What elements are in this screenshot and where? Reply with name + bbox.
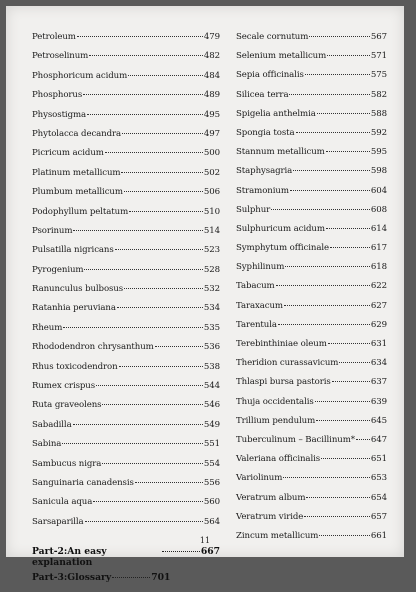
toc-entry bbox=[32, 420, 220, 439]
toc-entry bbox=[32, 478, 220, 497]
remedy-name: Secale cornutum bbox=[236, 32, 309, 42]
page-ref: 653 bbox=[370, 473, 387, 484]
dot-leader bbox=[316, 420, 370, 421]
remedy-name: Petroselinum bbox=[32, 51, 89, 62]
page-ref: 497 bbox=[203, 128, 220, 139]
dot-leader bbox=[96, 385, 203, 386]
page-ref: 502 bbox=[203, 167, 220, 178]
page-ref: 592 bbox=[370, 127, 387, 138]
page-ref: 510 bbox=[203, 206, 220, 217]
toc-entry bbox=[236, 416, 387, 435]
toc-entry bbox=[236, 32, 387, 51]
remedy-name: Pyrogenium bbox=[32, 264, 84, 275]
remedy-name: Phytolacca decandra bbox=[32, 128, 122, 139]
toc-entry bbox=[236, 109, 387, 128]
remedy-name: Veratrum album bbox=[236, 492, 306, 503]
toc-part-entry bbox=[32, 572, 220, 592]
toc-entry bbox=[236, 320, 387, 339]
page-ref: 554 bbox=[203, 458, 220, 469]
dot-leader bbox=[121, 172, 202, 173]
remedy-name: Zincum metallicum bbox=[236, 530, 319, 541]
page-ref: 657 bbox=[370, 511, 387, 522]
page-ref: 551 bbox=[203, 439, 220, 450]
dot-leader bbox=[326, 151, 370, 152]
dot-leader bbox=[93, 501, 203, 502]
page-ref: 622 bbox=[370, 281, 387, 292]
page-ref: 549 bbox=[203, 419, 220, 430]
toc-entry bbox=[32, 110, 220, 129]
toc-entry bbox=[236, 358, 387, 377]
page-ref: 564 bbox=[203, 516, 220, 527]
remedy-name: Spongia tosta bbox=[236, 127, 295, 138]
dot-leader bbox=[317, 113, 370, 114]
toc-entry bbox=[236, 435, 387, 454]
toc-entry bbox=[32, 71, 220, 90]
dot-leader bbox=[77, 36, 203, 37]
remedy-name: Phosphoricum acidum bbox=[32, 70, 128, 81]
page-ref: 538 bbox=[203, 361, 220, 372]
dot-leader bbox=[102, 404, 202, 405]
dot-leader bbox=[122, 133, 203, 134]
remedy-name: Symphytum officinale bbox=[236, 243, 329, 254]
toc-entry bbox=[236, 147, 387, 166]
remedy-name: Terebinthiniae oleum bbox=[236, 339, 327, 349]
dot-leader bbox=[276, 285, 370, 286]
page-ref: 588 bbox=[370, 108, 387, 119]
dot-leader bbox=[73, 230, 202, 231]
page-ref: 484 bbox=[203, 70, 220, 81]
dot-leader bbox=[309, 36, 370, 37]
dot-leader bbox=[124, 288, 203, 289]
toc-entry bbox=[236, 377, 387, 396]
remedy-name: Sarsaparilla bbox=[32, 516, 84, 527]
page-ref: 629 bbox=[370, 319, 387, 330]
toc-entry bbox=[32, 207, 220, 226]
remedy-name: Rheum bbox=[32, 322, 63, 333]
dot-leader bbox=[304, 516, 370, 517]
page-ref: 500 bbox=[203, 148, 220, 159]
page-ref: 571 bbox=[370, 51, 387, 62]
toc-entry bbox=[236, 186, 387, 205]
page-ref: 560 bbox=[203, 497, 220, 508]
toc-entry bbox=[236, 90, 387, 109]
page-ref: 618 bbox=[370, 262, 387, 273]
dot-leader bbox=[119, 366, 203, 367]
remedy-name: Pulsatilla nigricans bbox=[32, 245, 114, 256]
toc-part-entry bbox=[32, 546, 220, 569]
remedy-name: Tuberculinum – Bacillinum* bbox=[236, 434, 355, 445]
toc-entry bbox=[236, 262, 387, 281]
page-ref: 634 bbox=[370, 358, 387, 369]
remedy-name: Podophyllum peltatum bbox=[32, 206, 129, 217]
remedy-name: Sabadilla bbox=[32, 419, 72, 430]
toc-entry bbox=[32, 148, 220, 167]
page-ref: 637 bbox=[370, 377, 387, 388]
dot-leader bbox=[89, 55, 203, 56]
dot-leader bbox=[278, 324, 370, 325]
toc-entry bbox=[236, 166, 387, 185]
page-ref: 617 bbox=[370, 243, 387, 254]
dot-leader bbox=[284, 305, 370, 306]
remedy-name: Taraxacum bbox=[236, 300, 283, 311]
dot-leader bbox=[328, 343, 370, 344]
dot-leader bbox=[63, 327, 203, 328]
page-ref: 546 bbox=[203, 400, 220, 411]
toc-entry bbox=[32, 400, 220, 419]
page-ref: 556 bbox=[203, 477, 220, 488]
page-ref: 534 bbox=[203, 303, 220, 314]
remedy-name: Sabina bbox=[32, 439, 62, 450]
page-ref: 631 bbox=[370, 339, 387, 349]
page-ref: 661 bbox=[370, 530, 387, 541]
dot-leader bbox=[73, 424, 203, 425]
page-ref: 575 bbox=[370, 70, 387, 81]
remedy-name: Sanguinaria canadensis bbox=[32, 477, 134, 488]
remedy-name: Stramonium bbox=[236, 185, 289, 196]
toc-entry bbox=[32, 90, 220, 109]
toc-entry bbox=[236, 224, 387, 243]
dot-leader bbox=[124, 191, 203, 192]
remedy-name: Syphilinum bbox=[236, 262, 285, 273]
remedy-name: Sulphur bbox=[236, 204, 271, 215]
part-label: Part-2:An easy explanation bbox=[32, 546, 107, 569]
dot-leader bbox=[332, 381, 370, 382]
page-ref: 667 bbox=[200, 546, 220, 558]
toc-left-column bbox=[32, 32, 220, 592]
dot-leader bbox=[271, 209, 370, 210]
toc-entry bbox=[32, 32, 220, 51]
remedy-name: Rumex crispus bbox=[32, 381, 96, 392]
dot-leader bbox=[102, 463, 203, 464]
toc-entry bbox=[32, 342, 220, 361]
toc-entry bbox=[32, 459, 220, 478]
dot-leader bbox=[135, 482, 203, 483]
dot-leader bbox=[356, 439, 370, 440]
dot-leader bbox=[290, 190, 370, 191]
remedy-name: Plumbum metallicum bbox=[32, 187, 123, 198]
remedy-name: Petroleum bbox=[32, 32, 76, 42]
dot-leader bbox=[339, 362, 370, 363]
toc-entry bbox=[32, 129, 220, 148]
remedy-name: Valeriana officinalis bbox=[236, 454, 321, 465]
toc-entry bbox=[236, 512, 387, 531]
remedy-name: Selenium metallicum bbox=[236, 51, 327, 62]
remedy-name: Sulphuricum acidum bbox=[236, 223, 325, 234]
page-ref: 651 bbox=[370, 454, 387, 465]
page-ref: 544 bbox=[203, 381, 220, 392]
page-ref: 536 bbox=[203, 342, 220, 353]
toc-entry bbox=[32, 439, 220, 458]
dot-leader bbox=[162, 551, 200, 552]
page-ref: 528 bbox=[203, 264, 220, 275]
page-ref: 514 bbox=[203, 225, 220, 236]
toc-entry bbox=[32, 381, 220, 400]
remedy-name: Physostigma bbox=[32, 109, 87, 120]
page-ref: 535 bbox=[203, 322, 220, 333]
toc-entry bbox=[32, 245, 220, 264]
toc-entry bbox=[236, 473, 387, 492]
remedy-name: Sepia officinalis bbox=[236, 70, 304, 81]
toc-entry bbox=[32, 226, 220, 245]
page-ref: 604 bbox=[370, 185, 387, 196]
toc-entry bbox=[236, 301, 387, 320]
toc-entry bbox=[236, 454, 387, 473]
toc-entry bbox=[32, 284, 220, 303]
toc-entry bbox=[236, 397, 387, 416]
dot-leader bbox=[84, 269, 202, 270]
toc-entry bbox=[32, 517, 220, 536]
page-ref: 479 bbox=[203, 32, 220, 42]
page-ref: 532 bbox=[203, 284, 220, 295]
remedy-name: Tarentula bbox=[236, 319, 277, 330]
dot-leader bbox=[327, 55, 370, 56]
remedy-name: Thuja occidentalis bbox=[236, 396, 314, 407]
remedy-name: Ruta graveolens bbox=[32, 400, 102, 411]
toc-entry bbox=[32, 187, 220, 206]
book-page bbox=[6, 6, 404, 584]
page-ref: 582 bbox=[370, 89, 387, 100]
dot-leader bbox=[315, 401, 370, 402]
page-ref: 647 bbox=[370, 434, 387, 445]
dot-leader bbox=[330, 247, 370, 248]
toc-entry bbox=[32, 362, 220, 381]
toc-right-column bbox=[236, 32, 387, 550]
dot-leader bbox=[129, 211, 203, 212]
dot-leader bbox=[87, 114, 203, 115]
dot-leader bbox=[289, 94, 369, 95]
remedy-name: Phosphorus bbox=[32, 90, 83, 101]
page-ref: 598 bbox=[370, 166, 387, 177]
toc-entry bbox=[32, 51, 220, 70]
page-ref: 567 bbox=[370, 32, 387, 42]
toc-entry bbox=[32, 497, 220, 516]
remedy-name: Spigelia anthelmia bbox=[236, 108, 316, 119]
dot-leader bbox=[112, 577, 150, 578]
page-ref: 608 bbox=[370, 204, 387, 215]
dot-leader bbox=[62, 443, 203, 444]
remedy-name: Picricum acidum bbox=[32, 148, 104, 159]
dot-leader bbox=[293, 170, 370, 171]
dot-leader bbox=[83, 94, 203, 95]
dot-leader bbox=[105, 152, 203, 153]
toc-entry bbox=[236, 205, 387, 224]
remedy-name: Platinum metallicum bbox=[32, 167, 121, 178]
remedy-name: Variolinum bbox=[236, 473, 283, 484]
remedy-name: Theridion curassavicum bbox=[236, 358, 339, 369]
page-ref: 482 bbox=[203, 51, 220, 62]
toc-entry bbox=[236, 70, 387, 89]
remedy-name: Veratrum viride bbox=[236, 511, 304, 522]
remedy-name: Ranunculus bulbosus bbox=[32, 284, 124, 295]
part-label: Part-3:Glossary bbox=[32, 572, 112, 584]
page-ref: 614 bbox=[370, 223, 387, 234]
dot-leader bbox=[117, 307, 203, 308]
remedy-name: Rhus toxicodendron bbox=[32, 361, 118, 372]
remedy-name: Tabacum bbox=[236, 281, 275, 292]
remedy-name: Sanicula aqua bbox=[32, 497, 93, 508]
page-ref: 701 bbox=[151, 572, 171, 584]
dot-leader bbox=[306, 497, 370, 498]
remedy-name: Staphysagria bbox=[236, 166, 293, 177]
toc-entry bbox=[236, 493, 387, 512]
remedy-name: Rhododendron chrysanthum bbox=[32, 342, 154, 353]
page-number: 11 bbox=[199, 536, 211, 545]
dot-leader bbox=[305, 74, 370, 75]
dot-leader bbox=[285, 266, 370, 267]
remedy-name: Silicea terra bbox=[236, 89, 289, 100]
page-ref: 639 bbox=[370, 396, 387, 407]
remedy-name: Ratanhia peruviana bbox=[32, 303, 116, 314]
page-ref: 595 bbox=[370, 147, 387, 158]
toc-entry bbox=[32, 303, 220, 322]
remedy-name: Psorinum bbox=[32, 225, 73, 236]
toc-entry bbox=[32, 323, 220, 342]
dot-leader bbox=[296, 132, 370, 133]
dot-leader bbox=[115, 249, 203, 250]
dot-leader bbox=[155, 346, 203, 347]
page-ref: 489 bbox=[203, 90, 220, 101]
page-ref: 523 bbox=[203, 245, 220, 256]
remedy-name: Stannum metallicum bbox=[236, 147, 325, 158]
toc-entry bbox=[32, 168, 220, 187]
remedy-name: Trillium pendulum bbox=[236, 415, 316, 426]
page-ref: 627 bbox=[370, 300, 387, 311]
dot-leader bbox=[321, 458, 370, 459]
toc-entry bbox=[236, 339, 387, 358]
toc-entry bbox=[32, 265, 220, 284]
remedy-name: Sambucus nigra bbox=[32, 458, 102, 469]
toc-entry bbox=[236, 281, 387, 300]
toc-entry bbox=[236, 51, 387, 70]
page-ref: 506 bbox=[203, 187, 220, 198]
dot-leader bbox=[85, 521, 203, 522]
toc-entry bbox=[236, 243, 387, 262]
page-ref: 495 bbox=[203, 109, 220, 120]
dot-leader bbox=[283, 477, 370, 478]
page-ref: 654 bbox=[370, 492, 387, 503]
dot-leader bbox=[128, 75, 203, 76]
remedy-name: Thlaspi bursa pastoris bbox=[236, 377, 331, 388]
page-ref: 645 bbox=[370, 415, 387, 426]
toc-entry bbox=[236, 128, 387, 147]
dot-leader bbox=[326, 228, 370, 229]
